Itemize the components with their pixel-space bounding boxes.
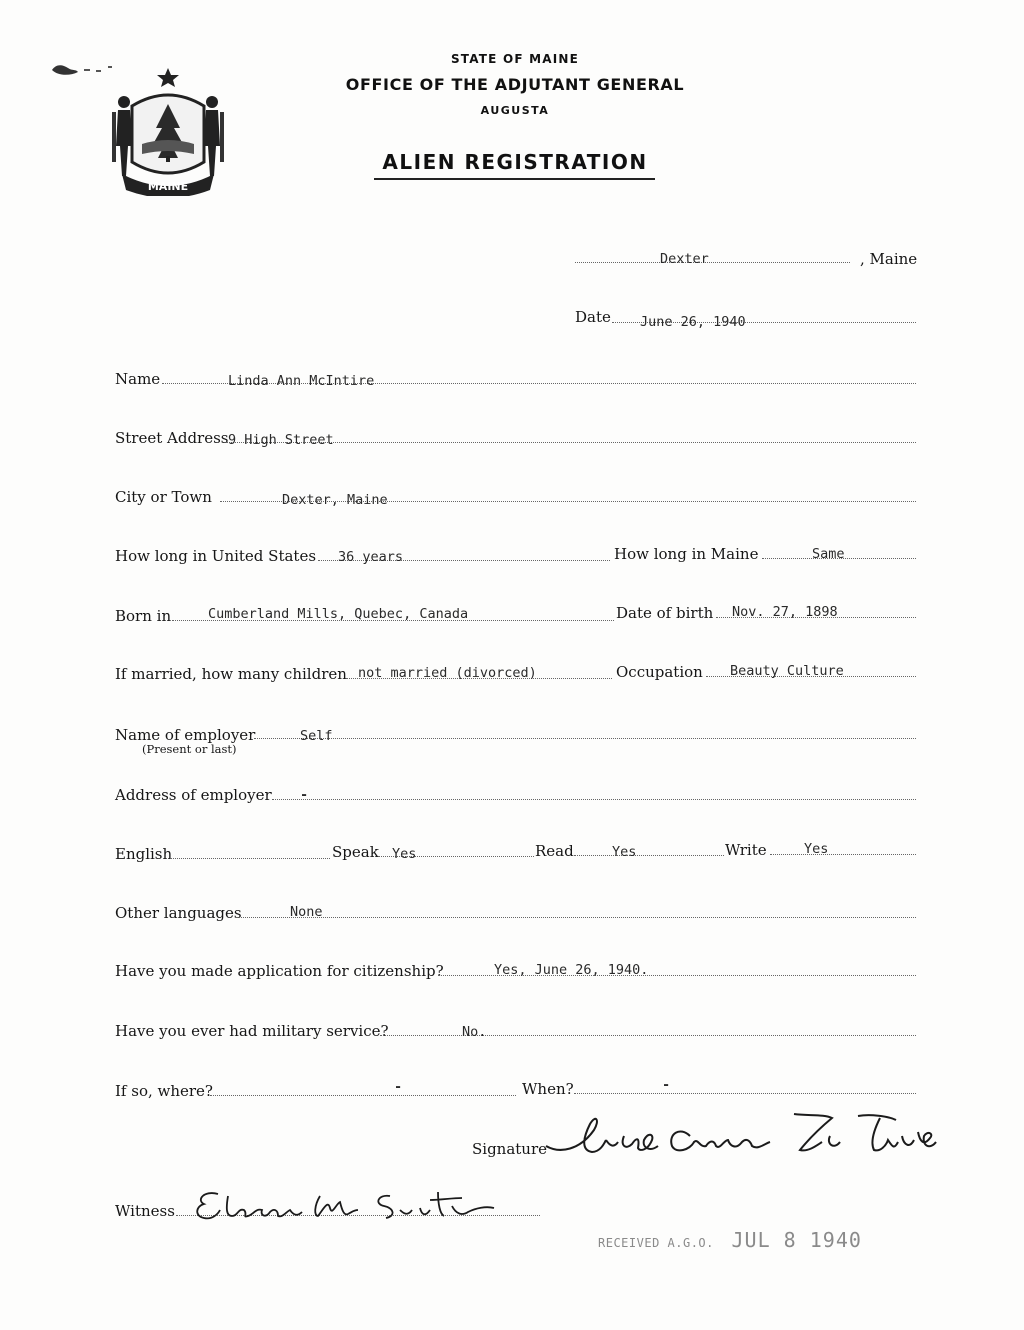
write-label: Write bbox=[725, 841, 767, 859]
date-value: June 26, 1940 bbox=[640, 314, 746, 330]
stamp-date: JUL 8 1940 bbox=[731, 1228, 862, 1252]
citizenship-value: Yes, June 26, 1940. bbox=[494, 962, 649, 978]
location-state-label: , Maine bbox=[860, 250, 918, 268]
city-heading: AUGUSTA bbox=[480, 104, 550, 117]
speak-label: Speak bbox=[332, 843, 379, 861]
name-label: Name bbox=[115, 370, 161, 388]
signature-handwriting-icon bbox=[540, 1106, 940, 1166]
read-label: Read bbox=[535, 842, 574, 860]
svg-text:Linda Ann McIntire: Linda Ann McIntire bbox=[540, 1106, 550, 1107]
english-label: English bbox=[115, 845, 173, 863]
other-languages-value: None bbox=[290, 904, 323, 920]
svg-text:MAINE: MAINE bbox=[147, 180, 189, 193]
children-label: If married, how many children bbox=[115, 665, 347, 683]
maine-duration-value: Same bbox=[812, 546, 845, 562]
witness-handwriting-icon bbox=[190, 1186, 500, 1226]
speak-value: Yes bbox=[392, 846, 417, 862]
employer-label: Name of employer bbox=[115, 726, 256, 744]
employer-sublabel: (Present or last) bbox=[142, 742, 237, 756]
born-in-value: Cumberland Mills, Quebec, Canada bbox=[208, 606, 469, 622]
occupation-label: Occupation bbox=[616, 663, 703, 681]
military-value: No. bbox=[462, 1024, 487, 1040]
occupation-value: Beauty Culture bbox=[730, 663, 844, 679]
children-value: not married (divorced) bbox=[358, 665, 537, 681]
witness-label: Witness bbox=[115, 1202, 175, 1220]
where-label: If so, where? bbox=[115, 1082, 213, 1100]
dob-label: Date of birth bbox=[616, 604, 714, 622]
where-value: - bbox=[394, 1079, 403, 1095]
name-value: Linda Ann McIntire bbox=[228, 373, 375, 389]
location-town: Dexter bbox=[660, 251, 709, 267]
date-label: Date bbox=[575, 308, 611, 326]
city-value: Dexter, Maine bbox=[282, 492, 388, 508]
when-label: When? bbox=[522, 1080, 574, 1098]
us-duration-label: How long in United States bbox=[115, 547, 317, 565]
military-line bbox=[380, 1035, 916, 1036]
stamp-prefix: RECEIVED A.G.O. bbox=[598, 1236, 714, 1250]
street-value: 9 High Street bbox=[228, 432, 334, 448]
scan-mark-icon bbox=[48, 60, 118, 80]
title-underline bbox=[374, 178, 655, 180]
write-value: Yes bbox=[804, 841, 829, 857]
received-stamp bbox=[598, 1228, 862, 1252]
when-line bbox=[574, 1093, 916, 1094]
street-label: Street Address bbox=[115, 429, 229, 447]
other-languages-label: Other languages bbox=[115, 904, 242, 922]
form-title: ALIEN REGISTRATION bbox=[382, 150, 648, 174]
military-label: Have you ever had military service? bbox=[115, 1022, 389, 1040]
employer-address-line bbox=[272, 799, 916, 800]
citizenship-label: Have you made application for citizenship? bbox=[115, 962, 444, 980]
read-line bbox=[574, 855, 724, 856]
city-label: City or Town bbox=[115, 488, 212, 506]
english-line bbox=[170, 858, 330, 859]
signature-label: Signature bbox=[472, 1140, 548, 1158]
svg-text:Eleanor M. Smith: Eleanor M. Smith bbox=[190, 1186, 199, 1187]
other-languages-line bbox=[236, 917, 916, 918]
dob-value: Nov. 27, 1898 bbox=[732, 604, 838, 620]
employer-line bbox=[254, 738, 916, 739]
location-line bbox=[575, 262, 850, 263]
when-value: - bbox=[662, 1077, 671, 1093]
born-in-label: Born in bbox=[115, 607, 172, 625]
maine-state-seal-icon bbox=[112, 66, 224, 196]
write-line bbox=[770, 854, 916, 855]
employer-address-label: Address of employer bbox=[115, 786, 272, 804]
where-line bbox=[210, 1095, 516, 1096]
state-heading: STATE OF MAINE bbox=[450, 52, 580, 66]
read-value: Yes bbox=[612, 844, 637, 860]
employer-address-value: - bbox=[300, 787, 309, 803]
office-heading: OFFICE OF THE ADJUTANT GENERAL bbox=[345, 75, 685, 94]
us-duration-value: 36 years bbox=[338, 549, 404, 565]
employer-value: Self bbox=[300, 728, 333, 744]
maine-duration-label: How long in Maine bbox=[614, 545, 759, 563]
